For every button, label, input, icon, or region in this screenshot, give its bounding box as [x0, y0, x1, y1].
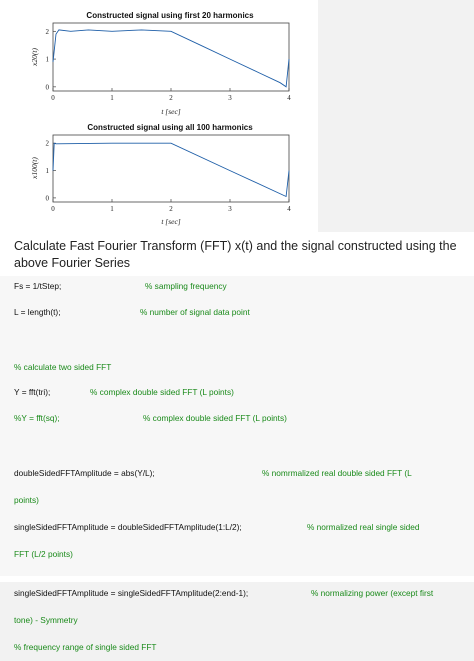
- plot1-xlabel: t [sec]: [161, 107, 181, 116]
- plot1-xtick-label: 2: [169, 94, 173, 102]
- plot2-ytick-label: 0: [45, 194, 49, 203]
- plot1-title: Constructed signal using first 20 harmonics: [86, 11, 254, 20]
- code-line-l: L = length(t);: [14, 307, 61, 317]
- comment-fs: % sampling frequency: [145, 281, 227, 291]
- plot2-xtick-label: 0: [51, 205, 55, 213]
- comment-double-sided: % nomrmalized real double sided FFT (L: [262, 468, 412, 478]
- plot2-xtick-label: 4: [287, 205, 291, 213]
- plot1-xtick-label: 3: [228, 94, 232, 102]
- comment-double-sided-cont: points): [14, 495, 39, 505]
- comment-two-sided: % calculate two sided FFT: [14, 362, 112, 372]
- plot1-axes-box: [53, 23, 289, 91]
- code-block-1: [0, 276, 474, 576]
- comment-y2: % complex double sided FFT (L points): [143, 413, 287, 423]
- comment-single-sided-cont: FFT (L/2 points): [14, 549, 73, 559]
- plot1-xtick-label: 1: [110, 94, 114, 102]
- comment-single-sided: % normalized real single sided: [307, 522, 420, 532]
- plot1-signal-line: [53, 30, 289, 87]
- code-line-fs: Fs = 1/tStep;: [14, 281, 62, 291]
- plot1-ytick-label: 1: [45, 55, 49, 64]
- plot2-xtick-label: 1: [110, 205, 114, 213]
- code-line-single-sided-2: singleSidedFFTAmplitude = singleSidedFFTAmplitude(2:end-1);: [14, 588, 249, 598]
- comment-l: % number of signal data point: [140, 307, 250, 317]
- figure-svg: [8, 0, 316, 232]
- comment-frequency-range: % frequency range of single sided FFT: [14, 642, 157, 652]
- code-block-2: [0, 582, 474, 661]
- section-heading: Calculate Fast Fourier Transform (FFT) x(t) and the signal constructed using the above Fourier Series: [14, 239, 457, 270]
- plot1-ylabel: x20(t): [30, 48, 39, 66]
- plot2-xtick-label: 2: [169, 205, 173, 213]
- plot1-ytick-label: 2: [45, 27, 49, 36]
- figure-panel: [8, 0, 316, 232]
- plot2-signal-line: [53, 143, 289, 196]
- plot2-xtick-label: 3: [228, 205, 232, 213]
- plot2-ytick-label: 2: [45, 139, 49, 148]
- side-panel: [318, 0, 474, 232]
- code-line-single-sided: singleSidedFFTAmplitude = doubleSidedFFTAmplitude(1:L/2);: [14, 522, 242, 532]
- code-line-y-commented: %Y = fft(sq);: [14, 413, 60, 423]
- plot1-ytick-label: 0: [45, 83, 49, 92]
- plot2-title: Constructed signal using all 100 harmonics: [87, 123, 253, 132]
- plot2-xlabel: t [sec]: [161, 217, 181, 226]
- plot2-ytick-label: 1: [45, 167, 49, 176]
- comment-normalizing-cont: tone) - Symmetry: [14, 615, 78, 625]
- plot2-axes-box: [53, 135, 289, 202]
- plot1-xtick-label: 0: [51, 94, 55, 102]
- plot1-xtick-label: 4: [287, 94, 291, 102]
- comment-y: % complex double sided FFT (L points): [90, 387, 234, 397]
- comment-normalizing: % normalizing power (except first: [311, 588, 434, 598]
- code-line-double-sided: doubleSidedFFTAmplitude = abs(Y/L);: [14, 468, 155, 478]
- code-line-y: Y = fft(tri);: [14, 387, 51, 397]
- plot2-ylabel: x100(t): [30, 157, 39, 179]
